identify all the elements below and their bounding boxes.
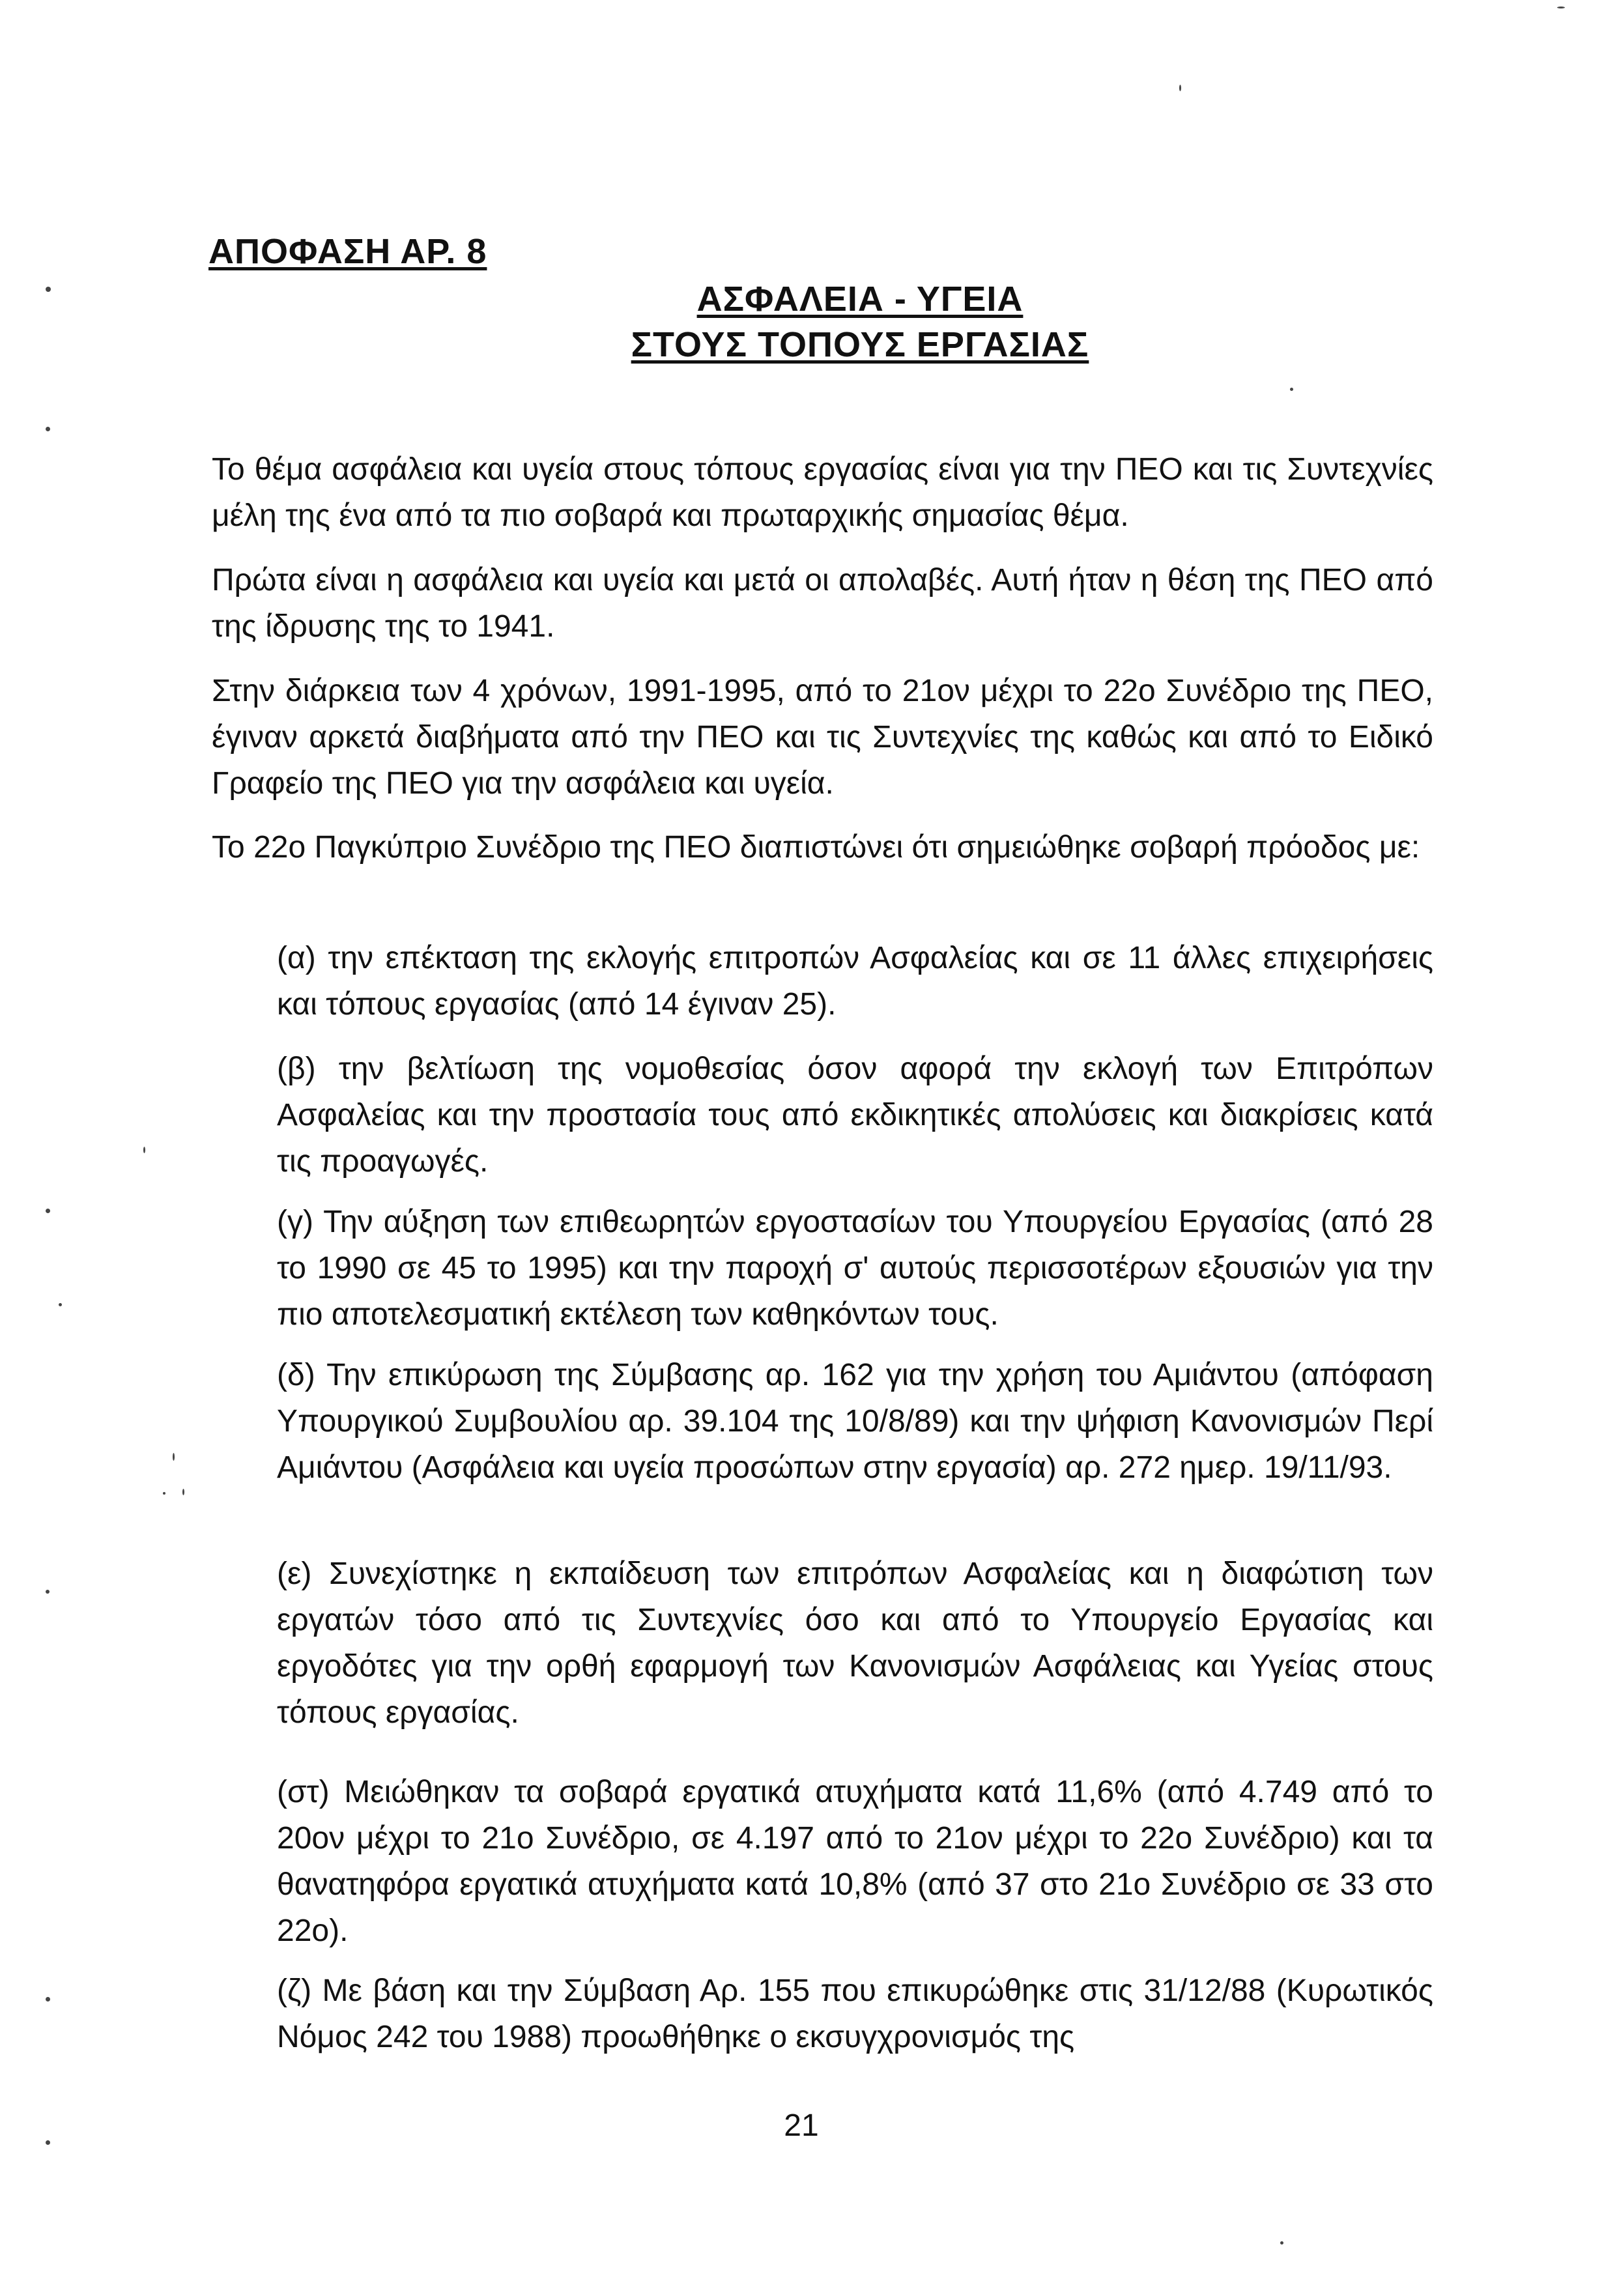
list-item-st: (στ) Μειώθηκαν τα σοβαρά εργατικά ατυχήματα κατά 11,6% (από 4.749 από το 20ον μέχρι το 21ο Συνέδριο, σε 4.197 από το 21ον μέχρι το 22ο Συνέδριο) και τα θανατηφόρα εργατικά ατυχήματα κατά 10,8% (από 37 στο 21ο Συνέδριο σε 33 στο 22ο). [277, 1775, 1433, 1948]
scan-speck [163, 1492, 165, 1495]
paragraph-2: Πρώτα είναι η ασφάλεια και υγεία και μετά οι απολαβές. Αυτή ήταν η θέση της ΠΕΟ από της ίδρυσης της το 1941. [212, 563, 1433, 644]
scan-speck [143, 1147, 145, 1153]
scan-speck [46, 2140, 50, 2145]
list-item-z: (ζ) Με βάση και την Σύμβαση Αρ. 155 που επικυρώθηκε στις 31/12/88 (Κυρωτικός Νόμος 242 του 1988) προωθήθηκε ο εκσυγχρονισμός της [277, 1973, 1433, 2054]
scan-speck [1179, 85, 1181, 91]
page-number: 21 [784, 2108, 819, 2143]
scan-speck [1290, 388, 1293, 391]
title-line-1: ΑΣΦΑΛΕΙΑ - ΥΓΕΙΑ [696, 280, 1024, 319]
scan-speck [46, 1209, 50, 1213]
scan-speck [173, 1453, 175, 1461]
list-item-b: (β) την βελτίωση της νομοθεσίας όσον αφορά την εκλογή των Επιτρόπων Ασφαλείας και την προστασία τους από εκδικητικές απολύσεις και διακρίσεις κατά τις προαγωγές. [277, 1052, 1433, 1179]
decision-number: ΑΠΟΦΑΣΗ ΑΡ. 8 [208, 232, 487, 271]
scan-speck [46, 1997, 50, 2002]
list-item-d: (δ) Την επικύρωση της Σύμβασης αρ. 162 για την χρήση του Αμιάντου (απόφαση Υπουργικού Συμβουλίου αρ. 39.104 της 10/8/89) και την ψήφιση Κανονισμών Περί Αμιάντου (Ασφάλεια και υγεία προσώπων στην εργασία) αρ. 272 ημερ. 19/11/93. [277, 1358, 1433, 1485]
list-item-a: (α) την επέκταση της εκλογής επιτροπών Ασφαλείας και σε 11 άλλες επιχειρήσεις και τόπους εργασίας (από 14 έγιναν 25). [277, 941, 1433, 1022]
scan-speck [1280, 2241, 1283, 2245]
scan-speck [182, 1489, 184, 1495]
title-line-2: ΣΤΟΥΣ ΤΟΠΟΥΣ ΕΡΓΑΣΙΑΣ [631, 325, 1089, 364]
paragraph-4: Το 22ο Παγκύπριο Συνέδριο της ΠΕΟ διαπιστώνει ότι σημειώθηκε σοβαρή πρόοδος με: [212, 830, 1420, 865]
list-item-c: (γ) Την αύξηση των επιθεωρητών εργοστασίων του Υπουργείου Εργασίας (από 28 το 1990 σε 45 το 1995) και την παροχή σ' αυτούς περισσοτέρων εξουσιών για την πιο αποτελεσματική εκτέλεση των καθηκόντων τους. [277, 1205, 1433, 1332]
paragraph-1: Το θέμα ασφάλεια και υγεία στους τόπους εργασίας είναι για την ΠΕΟ και τις Συντεχνίες μέλη της ένα από τα πιο σοβαρά και πρωταρχικής σημασίας θέμα. [212, 452, 1433, 533]
scan-speck [46, 287, 51, 292]
paragraph-3: Στην διάρκεια των 4 χρόνων, 1991-1995, από το 21ον μέχρι το 22ο Συνέδριο της ΠΕΟ, έγιναν αρκετά διαβήματα από την ΠΕΟ και τις Συντεχνίες της καθώς και από το Ειδικό Γραφείο της ΠΕΟ για την ασφάλεια και υγεία. [212, 674, 1433, 801]
scan-speck [46, 1590, 50, 1594]
scan-speck [46, 427, 50, 431]
scan-speck [59, 1303, 62, 1306]
list-item-e: (ε) Συνεχίστηκε η εκπαίδευση των επιτρόπων Ασφαλείας και η διαφώτιση των εργατών τόσο από τις Συντεχνίες όσο και από το Υπουργείο Εργασίας και εργοδότες για την ορθή εφαρμογή των Κανονισμών Ασφάλειας και Υγείας στους τόπους εργασίας. [277, 1557, 1433, 1730]
scan-speck [1557, 7, 1565, 8]
